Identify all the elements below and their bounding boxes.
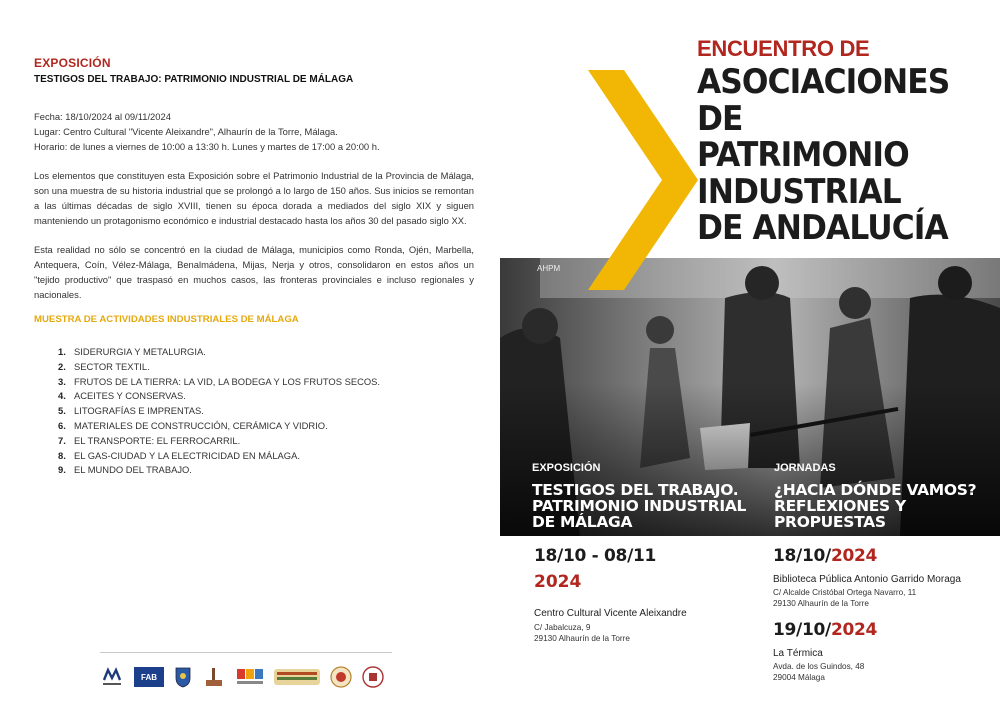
list-item: 4. ACEITES Y CONSERVAS.: [58, 390, 186, 402]
activities-section-title: MUESTRA DE ACTIVIDADES INDUSTRIALES DE MÁLAGA: [34, 314, 299, 325]
seal-logo: [330, 666, 352, 688]
list-item: 9. EL MUNDO DEL TRABAJO.: [58, 464, 192, 476]
diputacion-logo: [100, 666, 124, 688]
exhibition-kicker: EXPOSICIÓN: [34, 56, 111, 70]
activities-list: [58, 345, 474, 478]
miee-logo: [236, 666, 264, 688]
jornadas-day1-date: 18/10/2024: [773, 546, 878, 566]
title-line: DE: [697, 98, 743, 139]
chimney-logo: [202, 666, 226, 688]
jornadas-title-line: REFLEXIONES Y: [774, 497, 906, 515]
title-line: PATRIMONIO: [697, 135, 909, 175]
logos-divider: [100, 652, 392, 653]
expo-venue: Centro Cultural Vicente Aleixandre: [534, 608, 687, 619]
fab-logo: [134, 666, 164, 688]
meta-place: Lugar: Centro Cultural "Vicente Aleixandre", Alhaurín de la Torre, Málaga.: [34, 126, 338, 137]
list-item: 6. MATERIALES DE CONSTRUCCIÓN, CERÁMICA Y VIDRIO.: [58, 419, 328, 431]
expo-year: 2024: [534, 572, 582, 592]
list-item: 5. LITOGRAFÍAS E IMPRENTAS.: [58, 405, 204, 417]
jornadas-kicker: JORNADAS: [774, 462, 836, 474]
description-paragraph-2: Esta realidad no sólo se concentró en la ciudad de Málaga, municipios como Ronda, Ojén, Marbella, Antequera, Coín, Vélez-Málaga, Benalmádena, Mijas, Nerja y otros, consolidaron en estos años un "tejido productivo" que traspasó en muchos casos, las fronteras provinciales e incluso regionales y nacionales.: [34, 244, 474, 300]
jornadas-day1-venue: Biblioteca Pública Antonio Garrido Moraga: [773, 574, 961, 585]
expo-title-line: PATRIMONIO INDUSTRIAL: [532, 497, 747, 515]
photo-credit: AHPM: [537, 264, 561, 273]
meta-date: Fecha: 18/10/2024 al 09/11/2024: [34, 111, 171, 122]
jornadas-title-line: ¿HACIA DÓNDE VAMOS?: [774, 481, 977, 499]
expo-title: [532, 482, 746, 530]
list-item: 3. FRUTOS DE LA TIERRA: LA VID, LA BODEGA Y LOS FRUTOS SECOS.: [58, 375, 381, 387]
title-line: INDUSTRIAL: [697, 171, 901, 212]
minerales-logo: [274, 666, 320, 688]
jornadas-day2-venue: La Térmica: [773, 648, 823, 659]
list-item: 1. SIDERURGIA Y METALURGIA.: [58, 346, 206, 357]
address-line: C/ Alcalde Cristóbal Ortega Navarro, 11: [773, 588, 917, 597]
sponsor-logos: [100, 662, 410, 692]
address-line: 29130 Alhaurín de la Torre: [534, 634, 630, 643]
jornadas-day1-address: [773, 587, 916, 609]
expo-title-line: TESTIGOS DEL TRABAJO.: [532, 481, 739, 499]
expo-address: [534, 622, 630, 644]
list-item: 7. EL TRANSPORTE: EL FERROCARRIL.: [58, 434, 241, 446]
address-line: Avda. de los Guindos, 48: [773, 662, 865, 671]
jornadas-title: [774, 482, 976, 530]
meta-hours: Horario: de lunes a viernes de 10:00 a 13:30 h. Lunes y martes de 17:00 a 20:00 h.: [34, 141, 380, 152]
event-cover-panel: [500, 0, 1000, 708]
exhibition-info-panel: [34, 56, 474, 478]
town-crest-logo: [174, 666, 192, 688]
expo-title-line: DE MÁLAGA: [532, 513, 633, 531]
event-title-top: ENCUENTRO DE: [697, 36, 870, 61]
event-title-main: [697, 64, 973, 247]
exhibition-subhead: TESTIGOS DEL TRABAJO: PATRIMONIO INDUSTRIAL DE MÁLAGA: [34, 74, 354, 85]
description-paragraph-1: Los elementos que constituyen esta Exposición sobre el Patrimonio Industrial de la Provincia de Málaga, son una muestra de su historia industrial que se prolongó a lo largo de 150 años. Sus inicios se remontan a las últimas décadas de siglo XVIII, tienen su época dorada a mediados del siglo XIX y siguen manteniendo un protagonismo económico e industrial destacado hasta los años 30 del pasado siglo XX.: [34, 170, 474, 226]
jornadas-title-line: PROPUESTAS: [774, 513, 886, 531]
title-line: ASOCIACIONES: [697, 62, 950, 102]
svg-text:FAB: FAB: [141, 673, 157, 682]
expo-kicker: EXPOSICIÓN: [532, 462, 601, 474]
address-line: C/ Jabalcuza, 9: [534, 623, 591, 632]
jornadas-day2-address: [773, 661, 864, 683]
exhibition-meta: [34, 109, 474, 154]
list-item: 2. SECTOR TEXTIL.: [58, 360, 150, 372]
expo-dates: 18/10 - 08/11: [534, 546, 657, 566]
stamp-logo: [362, 666, 384, 688]
chevron-arrow-icon: [588, 70, 708, 300]
address-line: 29130 Alhaurín de la Torre: [773, 599, 869, 608]
list-item: 8. EL GAS-CIUDAD Y LA ELECTRICIDAD EN MÁLAGA.: [58, 449, 300, 461]
jornadas-day2-date: 19/10/2024: [773, 620, 878, 640]
address-line: 29004 Málaga: [773, 673, 825, 682]
title-line: DE ANDALUCÍA: [697, 208, 948, 248]
